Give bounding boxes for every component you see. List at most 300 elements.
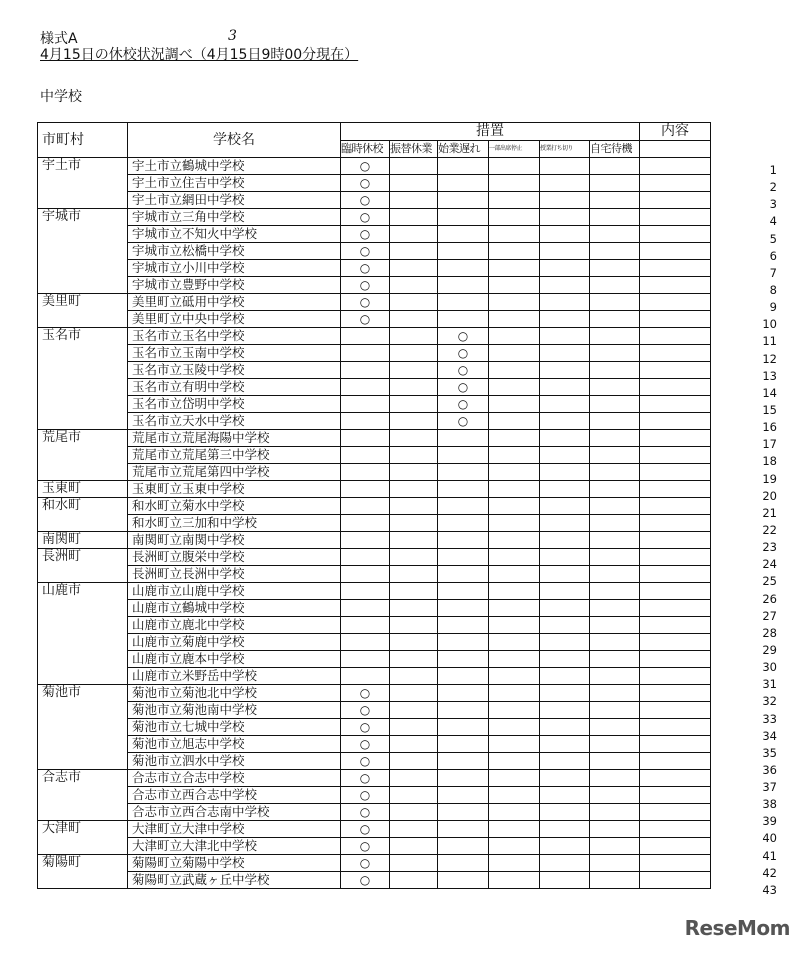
table-row (38, 396, 711, 413)
empty-cell (341, 668, 390, 685)
empty-cell (489, 583, 540, 600)
empty-cell (540, 192, 590, 209)
empty-cell (438, 260, 489, 277)
table-row (38, 838, 711, 855)
school-name: 菊池市立泗水中学校 (128, 753, 341, 770)
empty-cell (540, 838, 590, 855)
municipality-cell (38, 175, 128, 192)
empty-cell (640, 243, 711, 260)
empty-cell (590, 192, 640, 209)
empty-cell (540, 430, 590, 447)
row-number: 3 (769, 197, 777, 212)
empty-cell (640, 481, 711, 498)
empty-cell (540, 583, 590, 600)
empty-cell (640, 838, 711, 855)
row-number: 31 (762, 677, 777, 692)
municipality-cell (38, 396, 128, 413)
empty-cell (438, 651, 489, 668)
municipality-cell (38, 719, 128, 736)
school-name: 玉名市立天水中学校 (128, 413, 341, 430)
empty-cell (590, 345, 640, 362)
measure-mark: ○ (341, 243, 390, 260)
empty-cell (489, 226, 540, 243)
empty-cell (590, 838, 640, 855)
empty-cell (540, 311, 590, 328)
empty-cell (489, 158, 540, 175)
table-row (38, 379, 711, 396)
school-name: 荒尾市立荒尾第三中学校 (128, 447, 341, 464)
municipality-cell (38, 192, 128, 209)
empty-cell (489, 260, 540, 277)
row-number: 2 (769, 180, 777, 195)
municipality-cell (38, 804, 128, 821)
table-row (38, 804, 711, 821)
empty-cell (390, 260, 438, 277)
municipality-cell: 宇土市 (38, 158, 128, 175)
row-number: 27 (762, 608, 777, 623)
municipality-cell (38, 345, 128, 362)
empty-cell (438, 736, 489, 753)
empty-cell (438, 158, 489, 175)
empty-cell (390, 515, 438, 532)
row-number: 17 (762, 437, 777, 452)
empty-cell (489, 430, 540, 447)
empty-cell (390, 294, 438, 311)
empty-cell (438, 515, 489, 532)
school-name: 美里町立砥用中学校 (128, 294, 341, 311)
school-name: 山鹿市立鹿北中学校 (128, 617, 341, 634)
empty-cell (341, 464, 390, 481)
empty-cell (390, 821, 438, 838)
empty-cell (640, 685, 711, 702)
header-municipality: 市町村 (38, 123, 128, 158)
row-number: 30 (762, 660, 777, 675)
empty-cell (438, 430, 489, 447)
empty-cell (390, 549, 438, 566)
empty-cell (390, 804, 438, 821)
row-number: 22 (762, 522, 777, 537)
empty-cell (640, 430, 711, 447)
table-row (38, 634, 711, 651)
school-name: 和水町立三加和中学校 (128, 515, 341, 532)
municipality-cell (38, 651, 128, 668)
row-number: 10 (762, 317, 777, 332)
table-row (38, 345, 711, 362)
measure-mark: ○ (341, 719, 390, 736)
empty-cell (489, 855, 540, 872)
school-name: 長洲町立長洲中学校 (128, 566, 341, 583)
empty-cell (489, 192, 540, 209)
empty-cell (540, 158, 590, 175)
empty-cell (341, 651, 390, 668)
empty-cell (390, 226, 438, 243)
header-home-standby: 自宅待機 (590, 141, 640, 158)
empty-cell (438, 311, 489, 328)
municipality-cell: 玉東町 (38, 481, 128, 498)
row-number: 9 (769, 300, 777, 315)
municipality-cell: 長洲町 (38, 549, 128, 566)
school-name: 長洲町立腹栄中学校 (128, 549, 341, 566)
school-name: 和水町立菊水中学校 (128, 498, 341, 515)
empty-cell (438, 243, 489, 260)
municipality-cell (38, 634, 128, 651)
empty-cell (341, 634, 390, 651)
school-name: 合志市立西合志南中学校 (128, 804, 341, 821)
empty-cell (341, 396, 390, 413)
table-row (38, 549, 711, 566)
table-row (38, 736, 711, 753)
measure-mark: ○ (341, 685, 390, 702)
table-row (38, 532, 711, 549)
empty-cell (341, 532, 390, 549)
school-name: 宇城市立不知火中学校 (128, 226, 341, 243)
empty-cell (341, 430, 390, 447)
empty-cell (540, 549, 590, 566)
empty-cell (590, 685, 640, 702)
empty-cell (489, 804, 540, 821)
empty-cell (438, 838, 489, 855)
empty-cell (489, 651, 540, 668)
municipality-cell (38, 600, 128, 617)
table-row (38, 770, 711, 787)
empty-cell (540, 855, 590, 872)
empty-cell (590, 634, 640, 651)
table-row (38, 277, 711, 294)
empty-cell (438, 753, 489, 770)
empty-cell (540, 600, 590, 617)
row-number: 23 (762, 540, 777, 555)
empty-cell (390, 345, 438, 362)
row-number: 35 (762, 745, 777, 760)
empty-cell (438, 277, 489, 294)
empty-cell (590, 362, 640, 379)
empty-cell (438, 787, 489, 804)
row-number: 14 (762, 385, 777, 400)
table-row (38, 175, 711, 192)
empty-cell (640, 379, 711, 396)
municipality-cell: 美里町 (38, 294, 128, 311)
empty-cell (590, 770, 640, 787)
empty-cell (390, 566, 438, 583)
table-row (38, 855, 711, 872)
municipality-cell (38, 362, 128, 379)
empty-cell (390, 277, 438, 294)
table-row (38, 566, 711, 583)
empty-cell (640, 532, 711, 549)
empty-cell (640, 345, 711, 362)
empty-cell (489, 294, 540, 311)
row-number: 6 (769, 248, 777, 263)
measure-mark: ○ (341, 770, 390, 787)
header-temporary-closure: 臨時休校 (341, 141, 390, 158)
empty-cell (540, 226, 590, 243)
school-name: 玉名市立玉名中学校 (128, 328, 341, 345)
empty-cell (590, 158, 640, 175)
empty-cell (590, 277, 640, 294)
table-row (38, 294, 711, 311)
empty-cell (540, 515, 590, 532)
empty-cell (489, 532, 540, 549)
table-row (38, 209, 711, 226)
empty-cell (640, 736, 711, 753)
empty-cell (540, 464, 590, 481)
row-number: 1 (769, 163, 777, 177)
empty-cell (390, 702, 438, 719)
municipality-cell (38, 736, 128, 753)
row-number: 12 (762, 351, 777, 366)
measure-mark: ○ (341, 872, 390, 889)
empty-cell (390, 685, 438, 702)
row-number: 15 (762, 402, 777, 417)
measure-mark: ○ (341, 209, 390, 226)
table-row (38, 872, 711, 889)
empty-cell (640, 770, 711, 787)
empty-cell (438, 498, 489, 515)
school-name: 山鹿市立鹿本中学校 (128, 651, 341, 668)
empty-cell (540, 770, 590, 787)
school-name: 宇土市立鶴城中学校 (128, 158, 341, 175)
empty-cell (640, 753, 711, 770)
empty-cell (489, 702, 540, 719)
empty-cell (540, 736, 590, 753)
header-partial-suspension: 一部出席停止 (489, 141, 540, 158)
header-content-blank (640, 141, 711, 158)
school-name: 玉名市立玉陵中学校 (128, 362, 341, 379)
empty-cell (590, 464, 640, 481)
school-name: 宇城市立豊野中学校 (128, 277, 341, 294)
school-name: 宇城市立小川中学校 (128, 260, 341, 277)
empty-cell (438, 617, 489, 634)
row-number: 38 (762, 797, 777, 812)
empty-cell (438, 855, 489, 872)
empty-cell (640, 209, 711, 226)
empty-cell (341, 583, 390, 600)
municipality-cell (38, 379, 128, 396)
school-name: 宇城市立松橋中学校 (128, 243, 341, 260)
table-row (38, 430, 711, 447)
empty-cell (590, 617, 640, 634)
school-name: 山鹿市立菊鹿中学校 (128, 634, 341, 651)
measure-mark: ○ (341, 702, 390, 719)
empty-cell (341, 481, 390, 498)
municipality-cell (38, 702, 128, 719)
header-measures: 措置 (341, 123, 640, 141)
empty-cell (540, 362, 590, 379)
empty-cell (590, 736, 640, 753)
empty-cell (640, 158, 711, 175)
empty-cell (489, 821, 540, 838)
row-number: 42 (762, 865, 777, 880)
school-name: 菊池市立菊池北中学校 (128, 685, 341, 702)
empty-cell (489, 447, 540, 464)
empty-cell (590, 600, 640, 617)
measure-mark: ○ (341, 855, 390, 872)
empty-cell (489, 668, 540, 685)
empty-cell (640, 362, 711, 379)
row-number: 24 (762, 557, 777, 572)
empty-cell (341, 447, 390, 464)
table-row (38, 447, 711, 464)
empty-cell (438, 702, 489, 719)
empty-cell (590, 481, 640, 498)
header-delayed-start: 始業遅れ (438, 141, 489, 158)
empty-cell (438, 821, 489, 838)
empty-cell (489, 549, 540, 566)
measure-mark: ○ (341, 175, 390, 192)
header-school: 学校名 (128, 123, 341, 158)
empty-cell (489, 311, 540, 328)
empty-cell (640, 175, 711, 192)
empty-cell (390, 753, 438, 770)
empty-cell (590, 498, 640, 515)
school-name: 宇土市立住吉中学校 (128, 175, 341, 192)
empty-cell (438, 549, 489, 566)
municipality-cell: 山鹿市 (38, 583, 128, 600)
empty-cell (489, 464, 540, 481)
municipality-cell (38, 872, 128, 889)
empty-cell (640, 617, 711, 634)
empty-cell (341, 413, 390, 430)
empty-cell (540, 617, 590, 634)
municipality-cell: 菊池市 (38, 685, 128, 702)
table-row (38, 515, 711, 532)
empty-cell (438, 464, 489, 481)
empty-cell (489, 277, 540, 294)
empty-cell (640, 600, 711, 617)
empty-cell (489, 770, 540, 787)
row-number: 20 (762, 488, 777, 503)
empty-cell (540, 634, 590, 651)
table-row (38, 702, 711, 719)
empty-cell (438, 447, 489, 464)
empty-cell (489, 872, 540, 889)
municipality-cell (38, 753, 128, 770)
form-label: 様式A (40, 31, 78, 47)
municipality-cell (38, 243, 128, 260)
empty-cell (540, 277, 590, 294)
municipality-cell (38, 515, 128, 532)
empty-cell (438, 226, 489, 243)
municipality-cell (38, 566, 128, 583)
municipality-cell (38, 617, 128, 634)
school-name: 玉名市立玉南中学校 (128, 345, 341, 362)
row-number: 43 (762, 882, 777, 897)
empty-cell (489, 243, 540, 260)
empty-cell (640, 294, 711, 311)
empty-cell (590, 804, 640, 821)
empty-cell (438, 719, 489, 736)
empty-cell (590, 515, 640, 532)
empty-cell (390, 668, 438, 685)
school-name: 菊陽町立武蔵ヶ丘中学校 (128, 872, 341, 889)
table-row (38, 685, 711, 702)
empty-cell (640, 311, 711, 328)
empty-cell (640, 515, 711, 532)
municipality-cell: 南関町 (38, 532, 128, 549)
row-number: 36 (762, 762, 777, 777)
empty-cell (489, 515, 540, 532)
watermark-logo: ReseMom (684, 916, 790, 940)
empty-cell (640, 328, 711, 345)
empty-cell (640, 855, 711, 872)
empty-cell (390, 719, 438, 736)
empty-cell (489, 753, 540, 770)
handwritten-note: 3 (228, 28, 237, 44)
row-number: 39 (762, 814, 777, 829)
empty-cell (640, 651, 711, 668)
table-row (38, 753, 711, 770)
school-name: 宇土市立網田中学校 (128, 192, 341, 209)
school-name: 荒尾市立荒尾第四中学校 (128, 464, 341, 481)
empty-cell (390, 498, 438, 515)
empty-cell (590, 243, 640, 260)
table-row (38, 362, 711, 379)
empty-cell (390, 872, 438, 889)
empty-cell (640, 464, 711, 481)
table-row (38, 821, 711, 838)
empty-cell (390, 209, 438, 226)
measure-mark: ○ (438, 362, 489, 379)
empty-cell (540, 328, 590, 345)
table-row (38, 583, 711, 600)
empty-cell (540, 651, 590, 668)
table-row (38, 498, 711, 515)
empty-cell (489, 617, 540, 634)
empty-cell (341, 600, 390, 617)
row-number: 8 (769, 282, 777, 297)
school-name: 南関町立南関中学校 (128, 532, 341, 549)
school-name: 荒尾市立荒尾海陽中学校 (128, 430, 341, 447)
measure-mark: ○ (341, 821, 390, 838)
table-row (38, 243, 711, 260)
municipality-cell (38, 838, 128, 855)
measure-mark: ○ (341, 311, 390, 328)
measure-mark: ○ (341, 277, 390, 294)
empty-cell (540, 719, 590, 736)
measure-mark: ○ (341, 804, 390, 821)
empty-cell (540, 481, 590, 498)
row-number: 19 (762, 471, 777, 486)
row-number: 7 (769, 265, 777, 280)
empty-cell (390, 311, 438, 328)
school-name: 菊池市立菊池南中学校 (128, 702, 341, 719)
municipality-cell: 玉名市 (38, 328, 128, 345)
empty-cell (540, 345, 590, 362)
empty-cell (540, 753, 590, 770)
empty-cell (390, 447, 438, 464)
measure-mark: ○ (438, 396, 489, 413)
empty-cell (438, 770, 489, 787)
empty-cell (489, 566, 540, 583)
measure-mark: ○ (438, 379, 489, 396)
empty-cell (640, 226, 711, 243)
table-row (38, 617, 711, 634)
empty-cell (590, 855, 640, 872)
empty-cell (540, 209, 590, 226)
empty-cell (438, 685, 489, 702)
table-row (38, 600, 711, 617)
table-row (38, 311, 711, 328)
empty-cell (489, 685, 540, 702)
empty-cell (540, 685, 590, 702)
empty-cell (341, 566, 390, 583)
municipality-cell (38, 668, 128, 685)
empty-cell (640, 447, 711, 464)
empty-cell (438, 175, 489, 192)
municipality-cell: 和水町 (38, 498, 128, 515)
row-number: 21 (762, 505, 777, 520)
empty-cell (438, 668, 489, 685)
